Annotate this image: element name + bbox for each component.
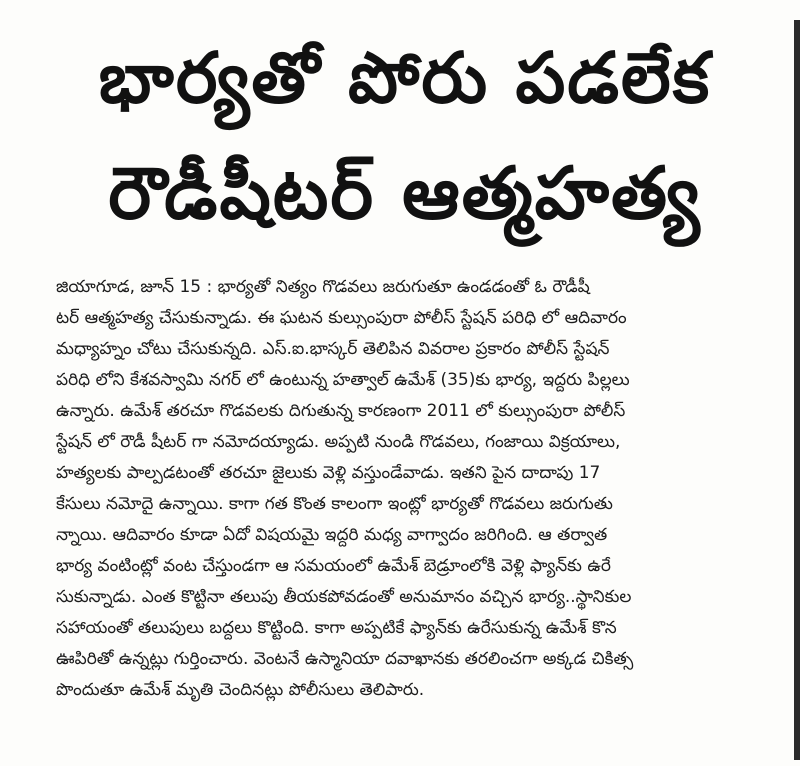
body-line: స్టేషన్ లో రౌడీ షీటర్ గా నమోదయ్యాడు. అప్పటి నుండి గొడవలు, గంజాయి విక్రయాలు, [56,432,621,452]
body-line: సహాయంతో తలుపులు బద్దలు కొట్టింది. కాగా అప్పటికే ఫ్యాన్‌కు ఉరేసుకున్న ఉమేశ్ కొన [56,618,617,638]
headline-line-2: రౌడీషీటర్ ఆత్మహత్య [108,151,702,235]
body-line: పరిధి లోని కేశవస్వామి నగర్ లో ఉంటున్న హత్వాల్ ఉమేశ్ (35)కు భార్య, ఇద్దరు పిల్లలు [56,370,630,390]
body-line: జియాగూడ, జూన్ 15 : భార్యతో నిత్యం గొడవలు జరుగుతూ ఉండడంతో ఓ రౌడీషీ [56,277,590,297]
body-line: సుకున్నాడు. ఎంత కొట్టినా తలుపు తీయకపోవడంతో అనుమానం వచ్చిన భార్య..స్థానికుల [56,587,632,607]
body-line: పొందుతూ ఉమేశ్ మృతి చెందినట్లు పోలీసులు తెలిపారు. [56,680,425,700]
body-line: టర్ ఆత్మహత్య చేసుకున్నాడు. ఈ ఘటన కుల్సుంపురా పోలీస్ స్టేషన్ పరిధి లో ఆదివారం [56,308,627,328]
headline-line-1: భార్యతో పోరు పడలేక [98,37,712,119]
body-line: ఉన్నారు. ఉమేశ్ తరచూ గొడవలకు దిగుతున్న కారణంగా 2011 లో కుల్సుంపురా పోలీస్ [56,401,626,421]
body-line: భార్య వంటింట్లో వంట చేస్తుండగా ఆ సమయంలో ఉమేశ్ బెడ్రూంలోకి వెళ్లి ఫ్యాన్‌కు ఉరే [56,556,611,576]
body-line: మధ్యాహ్నం చోటు చేసుకున్నది. ఎస్.ఐ.భాస్కర్ తెలిపిన వివరాల ప్రకారం పోలీస్ స్టేషన్ [56,339,610,359]
body-line: కేసులు నమోదై ఉన్నాయి. కాగా గత కొంత కాలంగా ఇంట్లో భార్యతో గొడవలు జరుగుతు [56,494,613,514]
page-edge-shadow [794,20,800,760]
body-line: న్నాయి. ఆదివారం కూడా ఏదో విషయమై ఇద్దరి మధ్య వాగ్వాదం జరిగింది. ఆ తర్వాత [56,525,608,545]
body-line: ఊపిరితో ఉన్నట్లు గుర్తించారు. వెంటనే ఉస్మానియా దవాఖానకు తరలించగా అక్కడ చికిత్స [56,649,634,669]
body-line: హత్యలకు పాల్పడటంతో తరచూ జైలుకు వెళ్లి వస్తుండేవాడు. ఇతని పైన దాదాపు 17 [56,463,601,483]
article-body [56,272,784,706]
